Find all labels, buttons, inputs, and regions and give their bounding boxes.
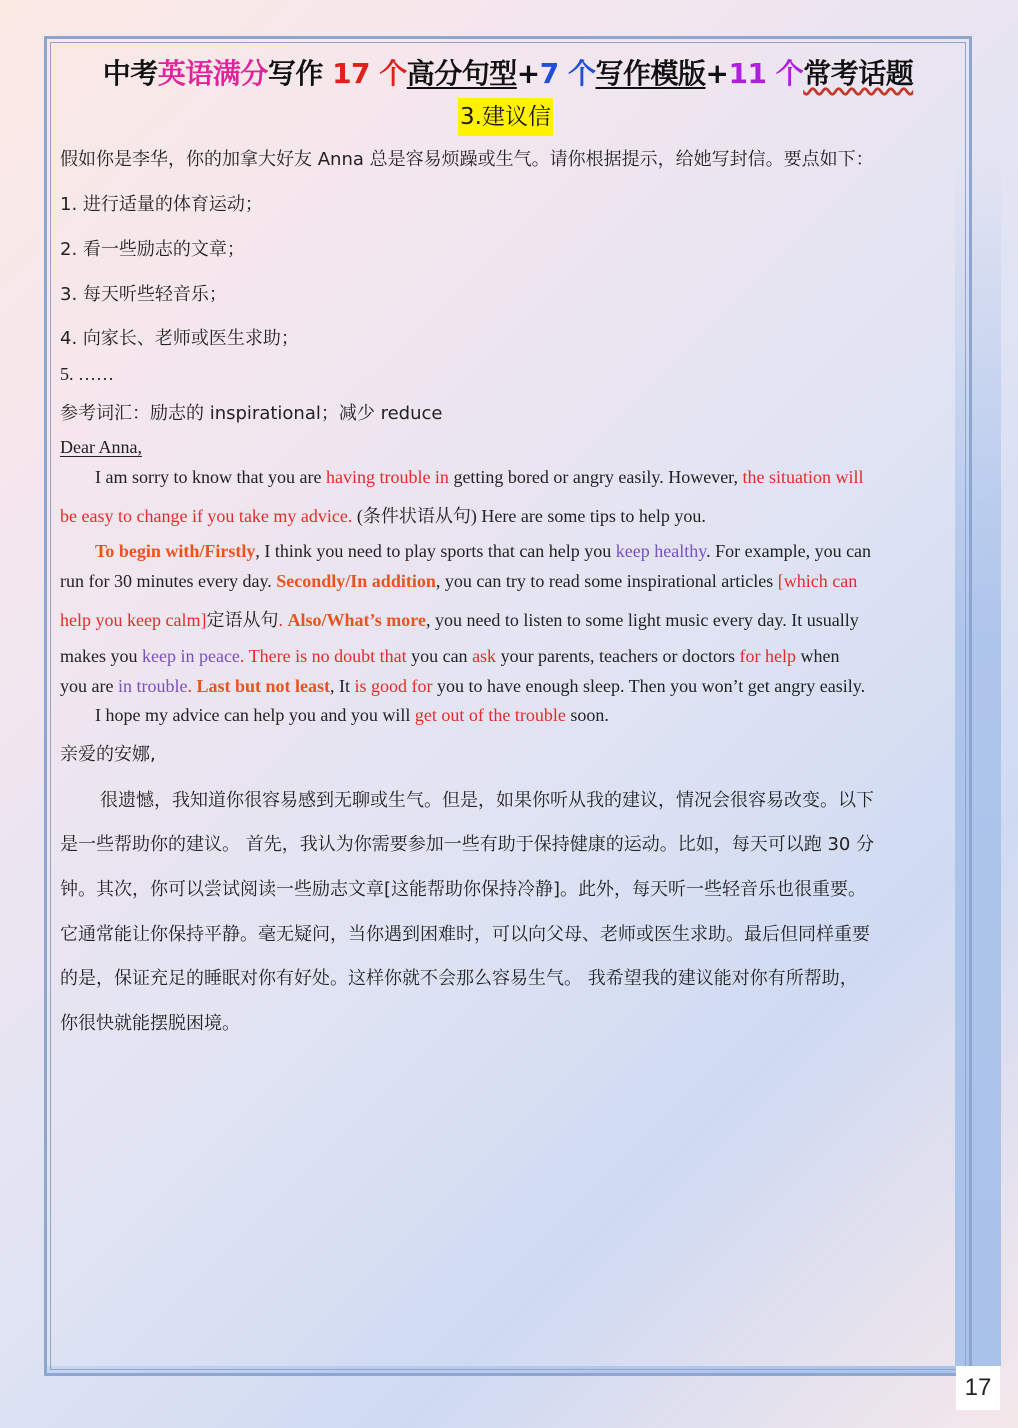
title-part: 中考	[102, 57, 158, 90]
page-number: 17	[956, 1366, 1000, 1410]
letter-text: you to have enough sleep. Then you won’t get angry easily.	[432, 676, 866, 696]
letter-line	[95, 467, 863, 488]
letter-text: , you need to listen to some light music every day. It usually	[425, 610, 859, 630]
letter-text: your parents, teachers or doctors	[496, 646, 740, 666]
transition-word: Secondly/In addition	[276, 571, 436, 591]
letter-text: .	[278, 610, 288, 630]
letter-text: you are	[60, 676, 118, 696]
transition-word: To begin with/Firstly	[95, 541, 256, 561]
key-phrase: is good for	[354, 676, 433, 696]
letter-text: . For example, you can	[706, 541, 872, 561]
title-part: 写作模版	[595, 57, 706, 90]
letter-line	[60, 676, 865, 697]
letter-text: you can	[406, 646, 473, 666]
letter-line	[60, 606, 859, 632]
letter-text: , It	[330, 676, 355, 696]
key-phrase: There is no doubt that	[248, 646, 407, 666]
letter-text: , I think you need to play sports that can help you	[255, 541, 616, 561]
key-phrase: keep healthy	[615, 541, 707, 561]
key-phrase: be easy to change if you take my advice.	[60, 506, 353, 526]
letter-text: .	[187, 676, 197, 696]
prompt-point: 2. 看一些励志的文章；	[60, 239, 245, 260]
title-part: 写作	[267, 57, 333, 90]
key-phrase: help you keep calm]	[60, 610, 207, 630]
translation-line: 它通常能让你保持平静。毫无疑问，当你遇到困难时，可以向父母、老师或医生求助。最后但同样重要	[60, 924, 870, 945]
section-subtitle: 3.建议信	[458, 98, 553, 136]
letter-text: , you can try to read some inspirational articles	[435, 571, 778, 591]
letter-line	[60, 571, 857, 592]
key-phrase: keep in peace	[141, 646, 240, 666]
translation-line: 很遗憾，我知道你很容易感到无聊或生气。但是，如果你听从我的建议，情况会很容易改变。以下	[100, 790, 874, 811]
letter-text: .	[239, 646, 249, 666]
translation-line: 钟。其次，你可以尝试阅读一些励志文章[这能帮助你保持冷静]。此外，每天听一些轻音乐也很重要。	[60, 879, 867, 900]
transition-word: Last but not least	[196, 676, 330, 696]
letter-text: soon.	[565, 705, 609, 725]
title-part: +	[705, 57, 729, 90]
key-phrase: having trouble in	[325, 467, 449, 487]
letter-line	[95, 705, 609, 726]
translation-line: 你很快就能摆脱困境。	[60, 1013, 240, 1034]
key-phrase: [which can	[777, 571, 858, 591]
letter-line	[60, 502, 706, 528]
title-part: +	[516, 57, 540, 90]
grammar-note: 定语从句	[206, 610, 279, 631]
title-part: 7 个	[539, 57, 596, 90]
translation-line: 的是，保证充足的睡眠对你有好处。这样你就不会那么容易生气。 我希望我的建议能对你有所帮助，	[60, 968, 858, 989]
prompt-intro: 假如你是李华，你的加拿大好友 Anna 总是容易烦躁或生气。请你根据提示，给她写封信。要点如下：	[60, 149, 874, 170]
prompt-vocab: 参考词汇：励志的 inspirational；减少 reduce	[60, 403, 443, 424]
letter-text: run for 30 minutes every day.	[60, 571, 277, 591]
key-phrase: in trouble	[117, 676, 188, 696]
title-part: 11 个	[728, 57, 804, 90]
key-phrase: the situation will	[742, 467, 864, 487]
key-phrase: get out of the trouble	[414, 705, 566, 725]
translation-greeting: 亲爱的安娜,	[60, 744, 156, 765]
page-title	[52, 52, 964, 92]
letter-text: (条件状语从句) Here are some tips to help you.	[352, 506, 706, 526]
letter-text: when	[795, 646, 840, 666]
title-part: 常考话题	[803, 57, 914, 90]
title-part: 高分句型	[406, 57, 517, 90]
key-phrase: for help	[739, 646, 796, 666]
letter-text: I hope my advice can help you and you will	[95, 705, 415, 725]
translation-line: 是一些帮助你的建议。 首先，我认为你需要参加一些有助于保持健康的运动。比如，每天可以跑 30 分	[60, 834, 875, 855]
letter-line	[60, 646, 839, 667]
letter-text: getting bored or angry easily. However,	[448, 467, 743, 487]
letter-greeting: Dear Anna,	[60, 437, 142, 457]
prompt-point: 1. 进行适量的体育运动；	[60, 194, 263, 215]
prompt-point: 3. 每天听些轻音乐；	[60, 284, 227, 305]
letter-text: makes you	[60, 646, 142, 666]
title-part: 17 个	[332, 57, 407, 90]
key-phrase: ask	[472, 646, 497, 666]
letter-text: I am sorry to know that you are	[95, 467, 326, 487]
letter-line	[95, 541, 871, 562]
transition-word: Also/What’s more	[287, 610, 426, 630]
prompt-point: 4. 向家长、老师或医生求助；	[60, 328, 299, 349]
title-part: 英语满分	[157, 57, 268, 90]
prompt-point: 5. ……	[60, 364, 114, 384]
